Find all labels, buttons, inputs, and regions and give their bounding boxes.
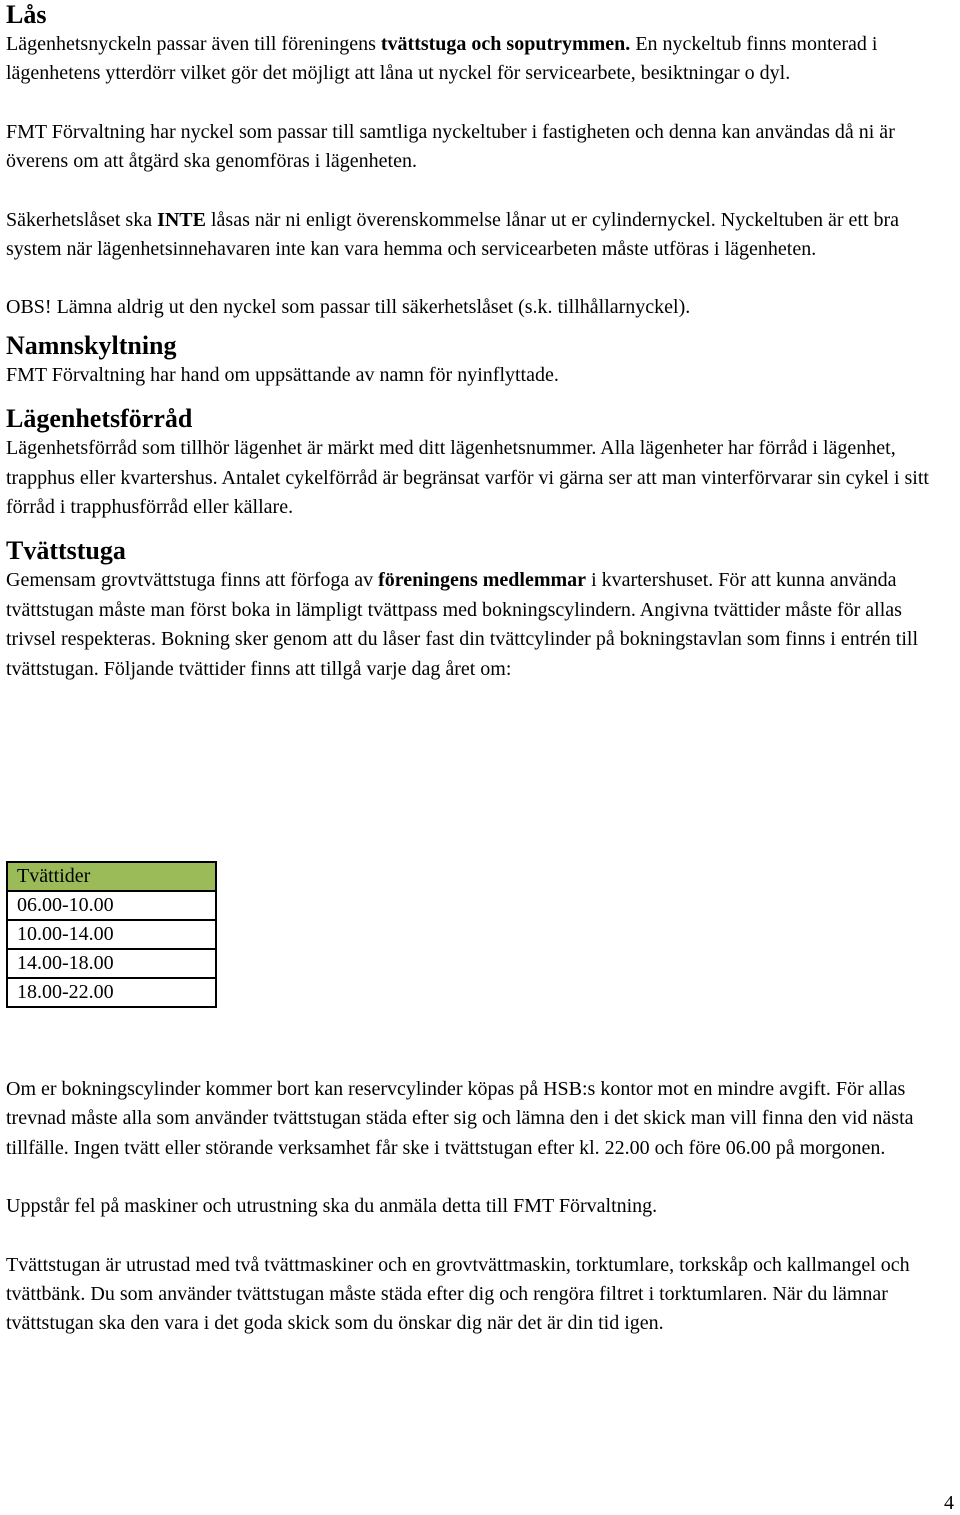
document-page bbox=[6, 0, 954, 1335]
las-paragraph-3: Säkerhetslåset ska INTE låsas när ni enligt överenskommelse lånar ut er cylindernyckel. Nyckeltuben är ett bra system när lägenhetsinnehavaren inte kan vara hemma och servicearbeten måste utföras i lägenheten. bbox=[6, 208, 900, 261]
section-heading-namnskyltning: Namnskyltning bbox=[6, 330, 177, 360]
washing-time-row: 10.00-14.00 bbox=[7, 920, 216, 949]
las-paragraph-1: Lägenhetsnyckeln passar även till föreningens tvättstuga och soputrymmen. En nyckeltub finns monterad i lägenhetens ytterdörr vilket gör det möjligt att låna ut nyckel för servicearbete, besiktningar o dyl. bbox=[6, 33, 878, 85]
section-heading-forrad: Lägenhetsförråd bbox=[6, 404, 193, 434]
las-bold-tvattstuga: tvättstuga och soputrymmen. bbox=[380, 33, 631, 55]
las-bold-inte: INTE bbox=[157, 208, 206, 231]
namnskyltning-paragraph: FMT Förvaltning har hand om uppsättande av namn för nyinflyttade. bbox=[6, 363, 559, 386]
washing-time-row: 14.00-18.00 bbox=[7, 949, 216, 978]
washing-time-row: 06.00-10.00 bbox=[7, 891, 216, 920]
tvattstuga-bold-medlemmar: föreningens medlemmar bbox=[378, 569, 587, 592]
washing-time-row: 18.00-22.00 bbox=[7, 978, 216, 1007]
section-heading-tvattstuga: Tvättstuga bbox=[6, 536, 126, 566]
tvattstuga-paragraph-2: Om er bokningscylinder kommer bort kan reservcylinder köpas på HSB:s kontor mot en mindre avgift. För allas trevnad måste alla som använder tvättstugan städa efter sig och lämna den i det skick man vill finna den vid nästa tillfälle. Ingen tvätt eller störande verksamhet får ske i tvättstugan efter kl. 22.00 och före 06.00 på morgonen. bbox=[6, 1078, 914, 1159]
washing-times-header: Tvättider bbox=[7, 862, 216, 891]
tvattstuga-paragraph-1: Gemensam grovtvättstuga finns att förfoga av föreningens medlemmar i kvartershuset. För att kunna använda tvättstugan måste man först boka in lämpligt tvättpass med bokningscylindern. Angivna tvättider måste för allas trivsel respekteras. Bokning sker genom att du låser fast din tvättcylinder på bokningstavlan som finns i entrén till tvättstugan. Följande tvättider finns att tillgå varje dag året om: bbox=[6, 569, 919, 680]
las-paragraph-2: FMT Förvaltning har nyckel som passar till samtliga nyckeltuber i fastigheten och denna kan användas då ni är överens om att åtgärd ska genomföras i lägenheten. bbox=[6, 120, 895, 173]
tvattstuga-lower-text bbox=[6, 1075, 954, 1339]
forrad-paragraph: Lägenhetsförråd som tillhör lägenhet är märkt med ditt lägenhetsnummer. Alla lägenheter har förråd i lägenhet, trapphus eller kvartershus. Antalet cykelförråd är begränsat varför vi gärna ser att man vinterförvarar sin cykel i sitt förråd i trapphusförråd eller källare. bbox=[6, 437, 929, 519]
tvattstuga-paragraph-4: Tvättstugan är utrustad med två tvättmaskiner och en grovtvättmaskin, torktumlare, torkskåp och kallmangel och tvättbänk. Du som använder tvättstugan måste städa efter dig och rengöra filtret i torktumlaren. När du lämnar tvättstugan ska den vara i det goda skick som du önskar dig när det är din tid igen. bbox=[6, 1253, 910, 1335]
las-paragraph-obs: OBS! Lämna aldrig ut den nyckel som passar till säkerhetslåset (s.k. tillhållarnyckel). bbox=[6, 296, 691, 319]
section-heading-las: Lås bbox=[6, 0, 47, 29]
washing-times-table bbox=[6, 861, 217, 1008]
tvattstuga-paragraph-3: Uppstår fel på maskiner och utrustning ska du anmäla detta till FMT Förvaltning. bbox=[6, 1195, 658, 1218]
page-number: 4 bbox=[944, 1492, 954, 1514]
